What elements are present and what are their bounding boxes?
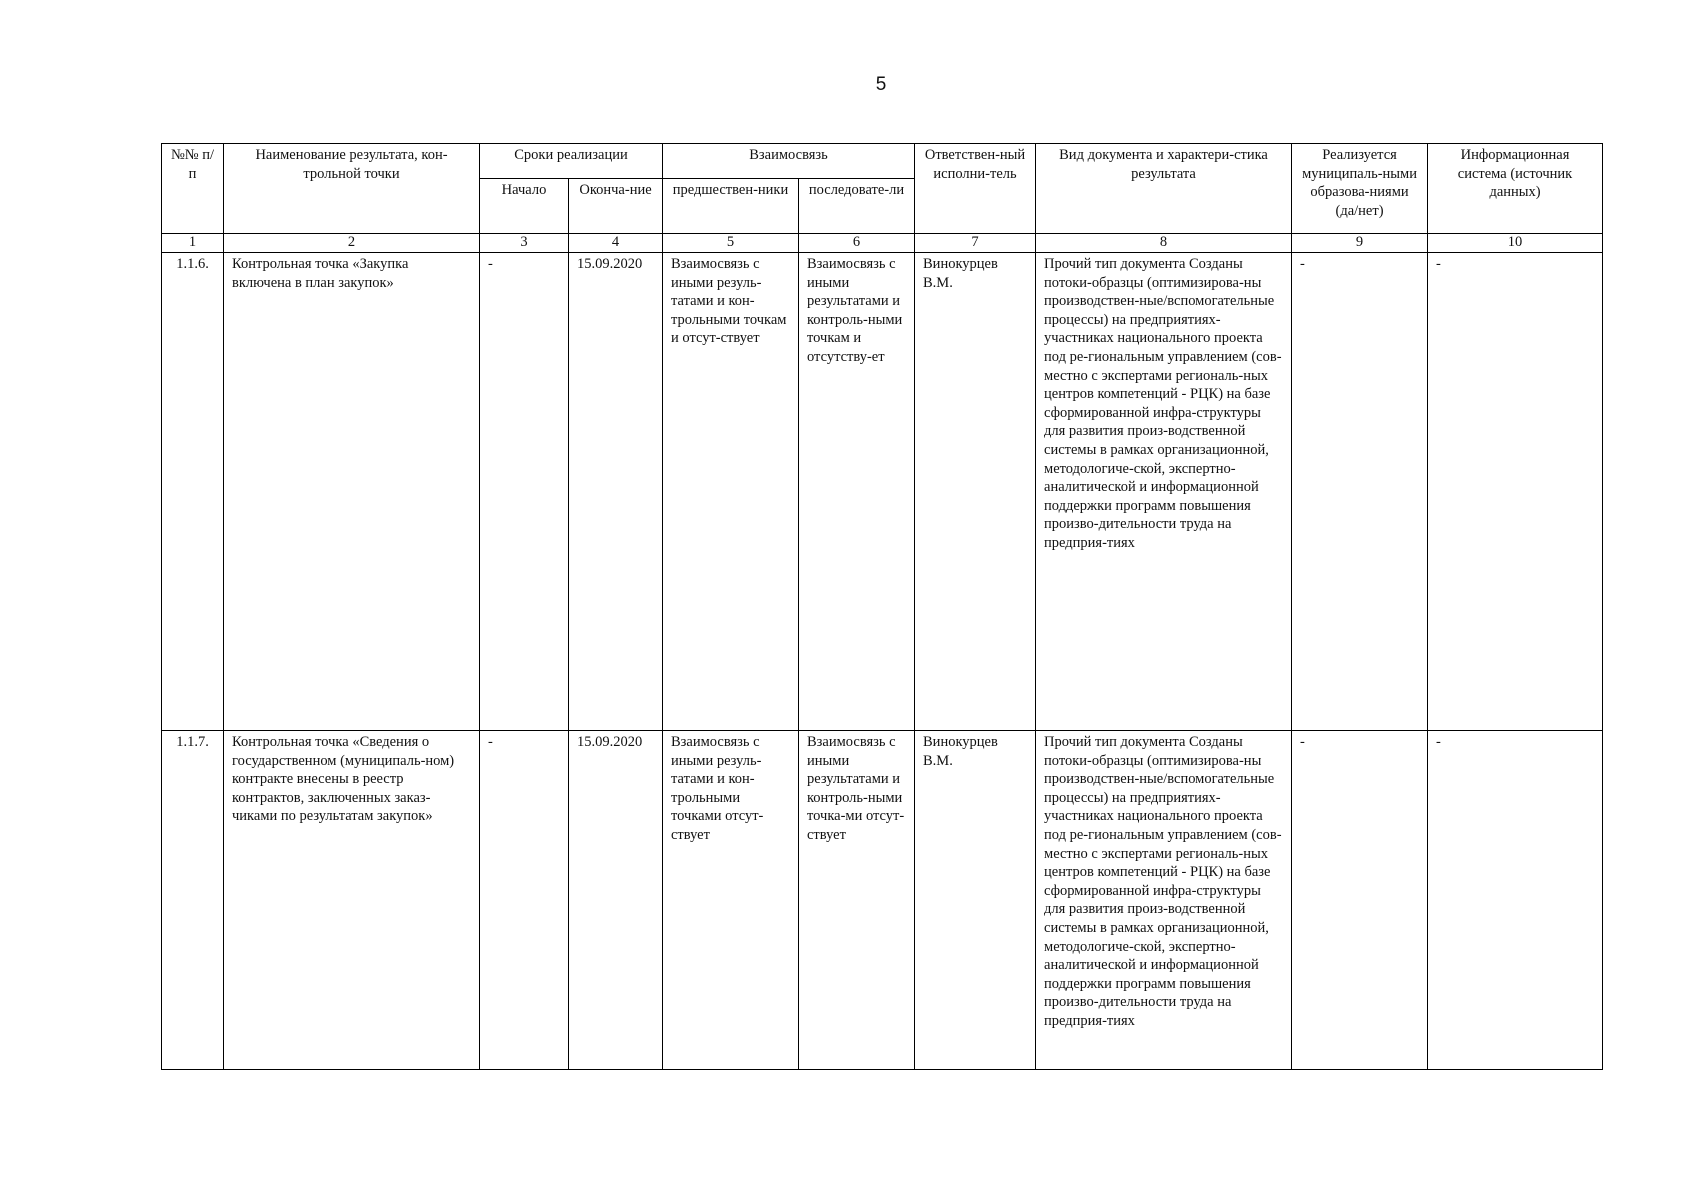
header-end: Оконча-ние: [569, 179, 663, 234]
end-date: 15.09.2020: [569, 731, 663, 1070]
start-date: -: [480, 253, 569, 731]
column-index: 6: [799, 234, 915, 253]
responsible: Винокурцев В.М.: [915, 253, 1036, 731]
document-description: Прочий тип документа Созданы потоки-образцы (оптимизирова-ны производствен-ные/вспомогательные процессы) на предприятиях-участниках национального проекта под ре-гиональным управлением (сов-местно с экспертами региональ-ных центров компетенций - РЦК) на базе сформированной инфра-структуры для развития произ-водственной системы в рамках организационной, методологиче-ской, экспертно-аналитической и информационной поддержки программ повышения произво-дительности труда на предприя-тиях: [1036, 731, 1292, 1070]
plan-table: [161, 143, 1603, 1070]
column-index: 9: [1292, 234, 1428, 253]
header-name: Наименование результата, кон-трольной точки: [224, 144, 480, 234]
header-responsible: Ответствен-ный исполни-тель: [915, 144, 1036, 234]
column-index-row: [162, 234, 1603, 253]
column-index: 4: [569, 234, 663, 253]
document-description: Прочий тип документа Созданы потоки-образцы (оптимизирова-ны производствен-ные/вспомогательные процессы) на предприятиях-участниках национального проекта под ре-гиональным управлением (сов-местно с экспертами региональ-ных центров компетенций - РЦК) на базе сформированной инфра-структуры для развития произ-водственной системы в рамках организационной, методологиче-ской, экспертно-аналитической и информационной поддержки программ повышения произво-дительности труда на предприя-тиях: [1036, 253, 1292, 731]
header-successors: последовате-ли: [799, 179, 915, 234]
header-predecessors: предшествен-ники: [663, 179, 799, 234]
header-row: [162, 144, 1603, 179]
column-index: 7: [915, 234, 1036, 253]
header-start: Начало: [480, 179, 569, 234]
row-number: 1.1.6.: [162, 253, 224, 731]
predecessors: Взаимосвязь с иными резуль-татами и кон-трольными точками отсут-ствует: [663, 731, 799, 1070]
table-row: [162, 731, 1603, 1070]
end-date: 15.09.2020: [569, 253, 663, 731]
header-document: Вид документа и характери-стика результата: [1036, 144, 1292, 234]
info-system: -: [1428, 253, 1603, 731]
page-number: 5: [875, 74, 887, 95]
municipal-flag: -: [1292, 253, 1428, 731]
responsible: Винокурцев В.М.: [915, 731, 1036, 1070]
column-index: 8: [1036, 234, 1292, 253]
result-name: Контрольная точка «Сведения о государственном (муниципаль-ном) контракте внесены в реестр контрактов, заключенных заказ-чиками по результатам закупок»: [224, 731, 480, 1070]
predecessors: Взаимосвязь с иными резуль-татами и кон-трольными точкам и отсут-ствует: [663, 253, 799, 731]
header-link: Взаимосвязь: [663, 144, 915, 179]
successors: Взаимосвязь с иными результатами и контроль-ными точка-ми отсут-ствует: [799, 731, 915, 1070]
header-info-system: Информационная система (источник данных): [1428, 144, 1603, 234]
column-index: 3: [480, 234, 569, 253]
column-index: 1: [162, 234, 224, 253]
result-name: Контрольная точка «Закупка включена в план закупок»: [224, 253, 480, 731]
column-index: 10: [1428, 234, 1603, 253]
header-terms: Сроки реализации: [480, 144, 663, 179]
table-row: [162, 253, 1603, 731]
header-municipal: Реализуется муниципаль-ными образова-ниями (да/нет): [1292, 144, 1428, 234]
row-number: 1.1.7.: [162, 731, 224, 1070]
column-index: 5: [663, 234, 799, 253]
header-num: №№ п/п: [162, 144, 224, 234]
column-index: 2: [224, 234, 480, 253]
start-date: -: [480, 731, 569, 1070]
municipal-flag: -: [1292, 731, 1428, 1070]
successors: Взаимосвязь с иными результатами и контроль-ными точкам и отсутству-ет: [799, 253, 915, 731]
info-system: -: [1428, 731, 1603, 1070]
